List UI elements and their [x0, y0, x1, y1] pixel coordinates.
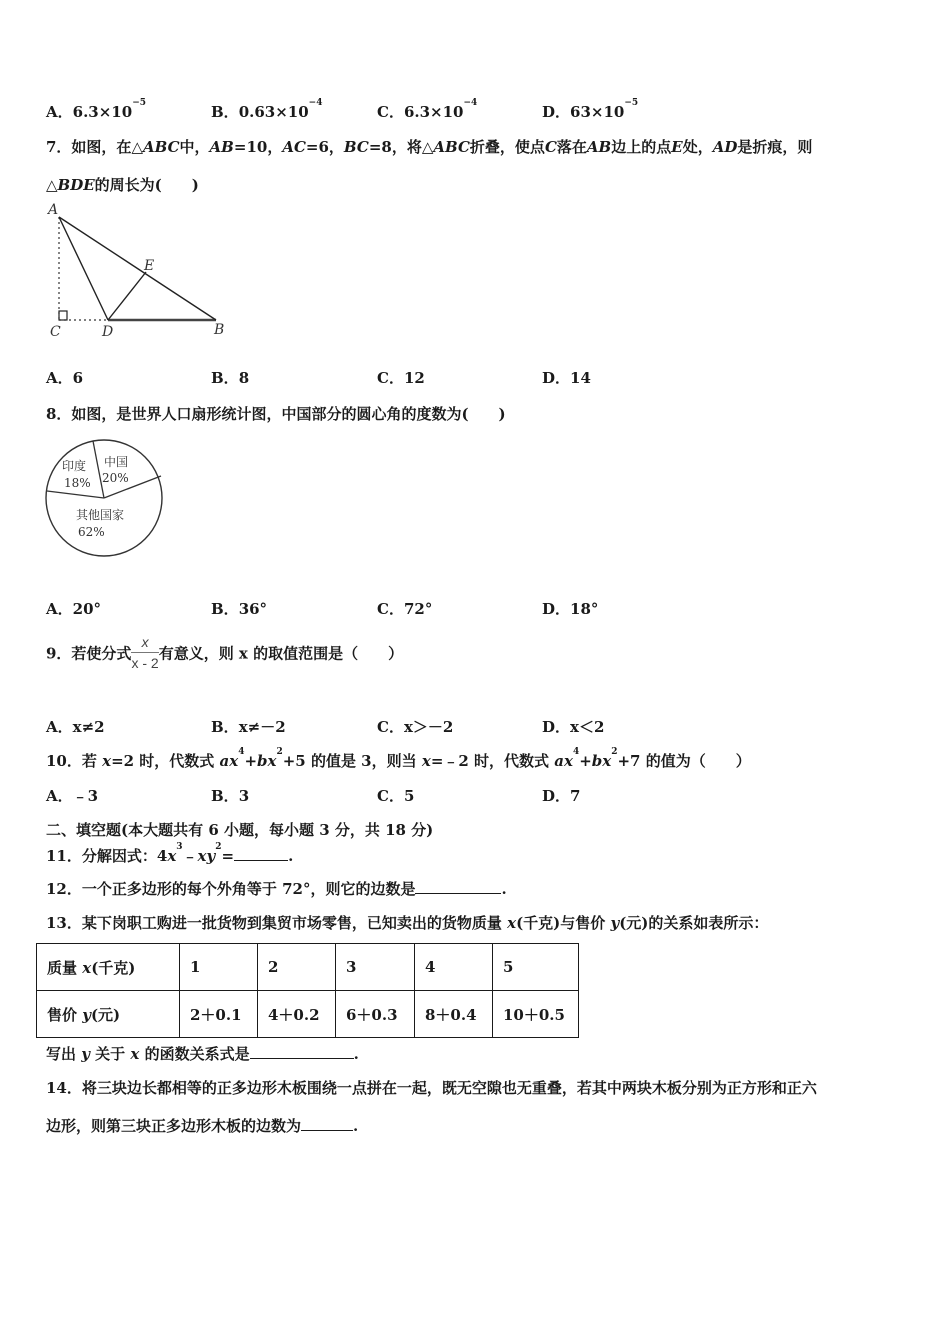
- math-var: y: [610, 914, 620, 932]
- text-run: 处，: [682, 138, 713, 156]
- answer-blank: [301, 1116, 353, 1131]
- text-run: ﹣: [182, 847, 198, 865]
- math-var: BC: [343, 138, 369, 156]
- option-label: B．: [211, 787, 239, 805]
- text-run: (元)的关系如表所示：: [619, 914, 769, 932]
- math-var: ax: [554, 752, 573, 770]
- table-cell: 1: [180, 944, 258, 991]
- text-run: 13．某下岗职工购进一批货物到集贸市场零售，已知卖出的货物质量: [46, 914, 508, 932]
- text-run: 的周长为( ): [94, 176, 199, 194]
- q8-options: [46, 598, 906, 620]
- q10-options: [46, 785, 906, 807]
- math-var: y: [81, 1045, 90, 1063]
- text-run: .: [353, 1045, 359, 1063]
- math-var: x: [507, 914, 517, 932]
- superscript: −5: [132, 98, 146, 108]
- text-run: =8，将△: [368, 138, 434, 156]
- text-run: 10．若: [46, 752, 103, 770]
- math-var: xy: [197, 847, 216, 865]
- option-a: [46, 598, 101, 619]
- text-run: 8．如图，是世界人口扇形统计图，中国部分的圆心角的度数为( ): [46, 405, 506, 423]
- text-run: 写出: [46, 1045, 82, 1063]
- option-label: A．: [46, 600, 73, 618]
- text-run: 质量: [47, 958, 83, 977]
- text-run: 中，: [179, 138, 210, 156]
- q7-triangle-figure: [40, 200, 240, 345]
- option-c: [377, 598, 432, 619]
- text-run: x＞－2: [403, 718, 454, 736]
- text-run: 是折痕，则: [737, 138, 813, 156]
- option-label: D．: [542, 600, 571, 618]
- q13-followup: [46, 1043, 359, 1064]
- option-label: D．: [542, 718, 571, 736]
- q9-fraction: [131, 634, 158, 671]
- text-run: 边形，则第三块正多边形木板的边数为: [46, 1117, 302, 1135]
- text-run: 折叠，使点: [469, 138, 545, 156]
- text-run: 8: [238, 369, 250, 387]
- text-run: x≠2: [72, 718, 105, 736]
- pie-other-name: 其他国家: [76, 508, 125, 522]
- math-var: ABC: [142, 138, 180, 156]
- option-d: [542, 598, 598, 619]
- q14-stem-line1: [46, 1077, 817, 1098]
- table-cell: 4: [415, 944, 493, 991]
- label-d: D: [102, 324, 114, 340]
- table-cell: 8＋0.4: [415, 991, 493, 1038]
- text-run: 7: [570, 787, 581, 805]
- pie-other-pct: 62%: [78, 525, 105, 539]
- q9-after: 有意义，则 x 的取值范围是（ ）: [158, 644, 404, 663]
- text-run: 36°: [238, 600, 268, 618]
- option-label: A．: [46, 369, 73, 387]
- superscript: 3: [176, 842, 183, 852]
- math-var: x: [167, 847, 177, 865]
- table-cell: 10＋0.5: [493, 991, 579, 1038]
- table-row: [37, 991, 579, 1038]
- text-run: 6.3×10: [403, 103, 464, 121]
- text-run: =10，: [233, 138, 283, 156]
- q10-stem: [46, 747, 751, 771]
- math-var: C: [544, 138, 557, 156]
- answer-blank: [250, 1044, 354, 1059]
- text-run: 7．如图，在△: [46, 138, 143, 156]
- text-run: x＜2: [570, 718, 605, 736]
- option-label: C．: [377, 369, 404, 387]
- math-var: x: [82, 958, 92, 977]
- superscript: 2: [276, 747, 283, 757]
- text-run: =6，: [305, 138, 344, 156]
- text-run: 5: [403, 787, 415, 805]
- option-a: [46, 785, 98, 806]
- text-run: =﹣2 时，代数式: [430, 752, 555, 770]
- text-run: △: [46, 176, 58, 194]
- text-run: 20°: [72, 600, 102, 618]
- option-label: D．: [542, 787, 571, 805]
- pie-divider-left: [47, 491, 104, 498]
- q14-stem-line2: [46, 1115, 358, 1136]
- math-var: ax: [219, 752, 239, 770]
- q7-options: [46, 367, 906, 389]
- table-header-cell: [37, 944, 180, 991]
- math-var: AC: [282, 138, 306, 156]
- label-c: C: [50, 324, 61, 340]
- text-run: 0.63×10: [238, 103, 309, 121]
- text-run: 14．将三块边长都相等的正多边形木板围绕一点拼在一起，既无空隙也无重叠，若其中两块木板分别为正方形和正六: [46, 1079, 817, 1097]
- text-run: .: [353, 1117, 359, 1135]
- q9-stem: [46, 636, 403, 673]
- pie-divider-top: [93, 441, 104, 498]
- option-b: [211, 716, 286, 737]
- superscript: 2: [215, 842, 222, 852]
- option-a: [46, 98, 146, 122]
- text-run: +: [579, 752, 592, 770]
- math-var: bx: [591, 752, 612, 770]
- text-run: 12．一个正多边形的每个外角等于 72°，则它的边数是: [46, 880, 416, 898]
- text-run: ﹣3: [72, 787, 99, 805]
- option-d: [542, 98, 639, 122]
- superscript: −4: [463, 98, 478, 108]
- option-c: [377, 98, 478, 122]
- q7-stem-line1: [46, 136, 812, 157]
- text-run: 关于: [89, 1045, 131, 1063]
- option-label: D．: [542, 369, 571, 387]
- option-label: A．: [46, 718, 73, 736]
- option-label: C．: [377, 787, 404, 805]
- q9-before: 9．若使分式: [46, 644, 132, 663]
- table-cell: 6＋0.3: [336, 991, 415, 1038]
- text-run: 18°: [570, 600, 599, 618]
- pie-india-name: 印度: [62, 459, 87, 473]
- math-var: BDE: [57, 176, 95, 194]
- option-b: [211, 367, 249, 388]
- option-b: [211, 598, 267, 619]
- superscript: −5: [624, 98, 639, 108]
- label-a: A: [48, 202, 59, 218]
- table-cell: 2＋0.1: [180, 991, 258, 1038]
- right-angle-mark: [59, 311, 67, 320]
- superscript: 2: [611, 747, 618, 757]
- section-2-title: [46, 819, 433, 840]
- text-run: .: [501, 880, 507, 898]
- answer-blank: [415, 879, 501, 894]
- text-run: 6: [72, 369, 84, 387]
- math-var: ABC: [433, 138, 470, 156]
- text-run: (千克): [91, 958, 136, 977]
- text-run: 3: [238, 787, 250, 805]
- pie-india-pct: 18%: [64, 476, 91, 490]
- option-a: [46, 716, 105, 737]
- table-header-cell: [37, 991, 180, 1038]
- text-run: 12: [403, 369, 425, 387]
- text-run: 二、填空题(本大题共有 6 小题，每小题 3 分，共 18 分): [46, 821, 434, 839]
- option-d: [542, 785, 580, 806]
- label-b: B: [214, 322, 225, 338]
- math-var: AD: [712, 138, 738, 156]
- option-d: [542, 367, 591, 388]
- table-cell: 3: [336, 944, 415, 991]
- option-b: [211, 785, 249, 806]
- option-label: A．: [46, 103, 73, 121]
- math-var: x: [102, 752, 112, 770]
- option-label: D．: [542, 103, 571, 121]
- text-run: 售价: [47, 1005, 83, 1024]
- q8-pie-chart: [40, 436, 170, 566]
- superscript: 4: [572, 747, 580, 757]
- edge-de: [108, 272, 146, 320]
- option-label: B．: [211, 103, 239, 121]
- option-label: B．: [211, 369, 239, 387]
- pie-china-name: 中国: [104, 455, 129, 469]
- math-var: AB: [209, 138, 234, 156]
- text-run: (元): [90, 1005, 121, 1024]
- math-var: E: [671, 138, 683, 156]
- text-run: x≠－2: [238, 718, 286, 736]
- option-label: C．: [377, 718, 404, 736]
- text-run: +: [244, 752, 258, 770]
- table-cell: 4＋0.2: [258, 991, 336, 1038]
- option-c: [377, 367, 425, 388]
- q9-options: [46, 716, 906, 738]
- option-label: B．: [211, 600, 239, 618]
- math-var: y: [82, 1005, 91, 1024]
- text-run: 72°: [403, 600, 433, 618]
- edge-ab: [59, 217, 216, 320]
- q13-price-table: [36, 943, 579, 1038]
- table-cell: 2: [258, 944, 336, 991]
- table-cell: 5: [493, 944, 579, 991]
- option-b: [211, 98, 323, 122]
- superscript: −4: [308, 98, 323, 108]
- q8-stem: [46, 403, 506, 424]
- text-run: 63×10: [570, 103, 625, 121]
- text-run: 的函数关系式是: [139, 1045, 250, 1063]
- text-run: =2 时，代数式: [111, 752, 220, 770]
- text-run: +5 的值是 3，则当: [282, 752, 422, 770]
- q9-frac-numerator: x: [131, 634, 158, 653]
- math-var: bx: [257, 752, 277, 770]
- q11-stem: [46, 842, 294, 866]
- option-label: C．: [377, 600, 404, 618]
- text-run: 14: [570, 369, 591, 387]
- text-run: =: [221, 847, 235, 865]
- table-row: [37, 944, 579, 991]
- option-label: A．: [46, 787, 73, 805]
- text-run: +7 的值为（ ）: [617, 752, 751, 770]
- text-run: (千克)与售价: [516, 914, 611, 932]
- text-run: .: [288, 847, 294, 865]
- option-d: [542, 716, 604, 737]
- option-c: [377, 785, 414, 806]
- q6-options: [46, 98, 906, 123]
- option-c: [377, 716, 453, 737]
- option-a: [46, 367, 83, 388]
- math-var: x: [130, 1045, 140, 1063]
- superscript: 4: [238, 747, 245, 757]
- text-run: 6.3×10: [72, 103, 133, 121]
- option-label: B．: [211, 718, 239, 736]
- option-label: C．: [377, 103, 404, 121]
- q12-stem: [46, 878, 507, 899]
- q7-stem-line2: [46, 174, 199, 195]
- q13-stem: [46, 912, 768, 933]
- label-e: E: [144, 258, 155, 274]
- answer-blank: [234, 846, 288, 861]
- text-run: 11．分解因式：4: [46, 847, 168, 865]
- text-run: 边上的点: [611, 138, 672, 156]
- math-var: x: [421, 752, 431, 770]
- q9-frac-denominator: x - 2: [131, 655, 159, 671]
- pie-china-pct: 20%: [102, 471, 129, 485]
- text-run: 落在: [556, 138, 587, 156]
- math-var: AB: [586, 138, 612, 156]
